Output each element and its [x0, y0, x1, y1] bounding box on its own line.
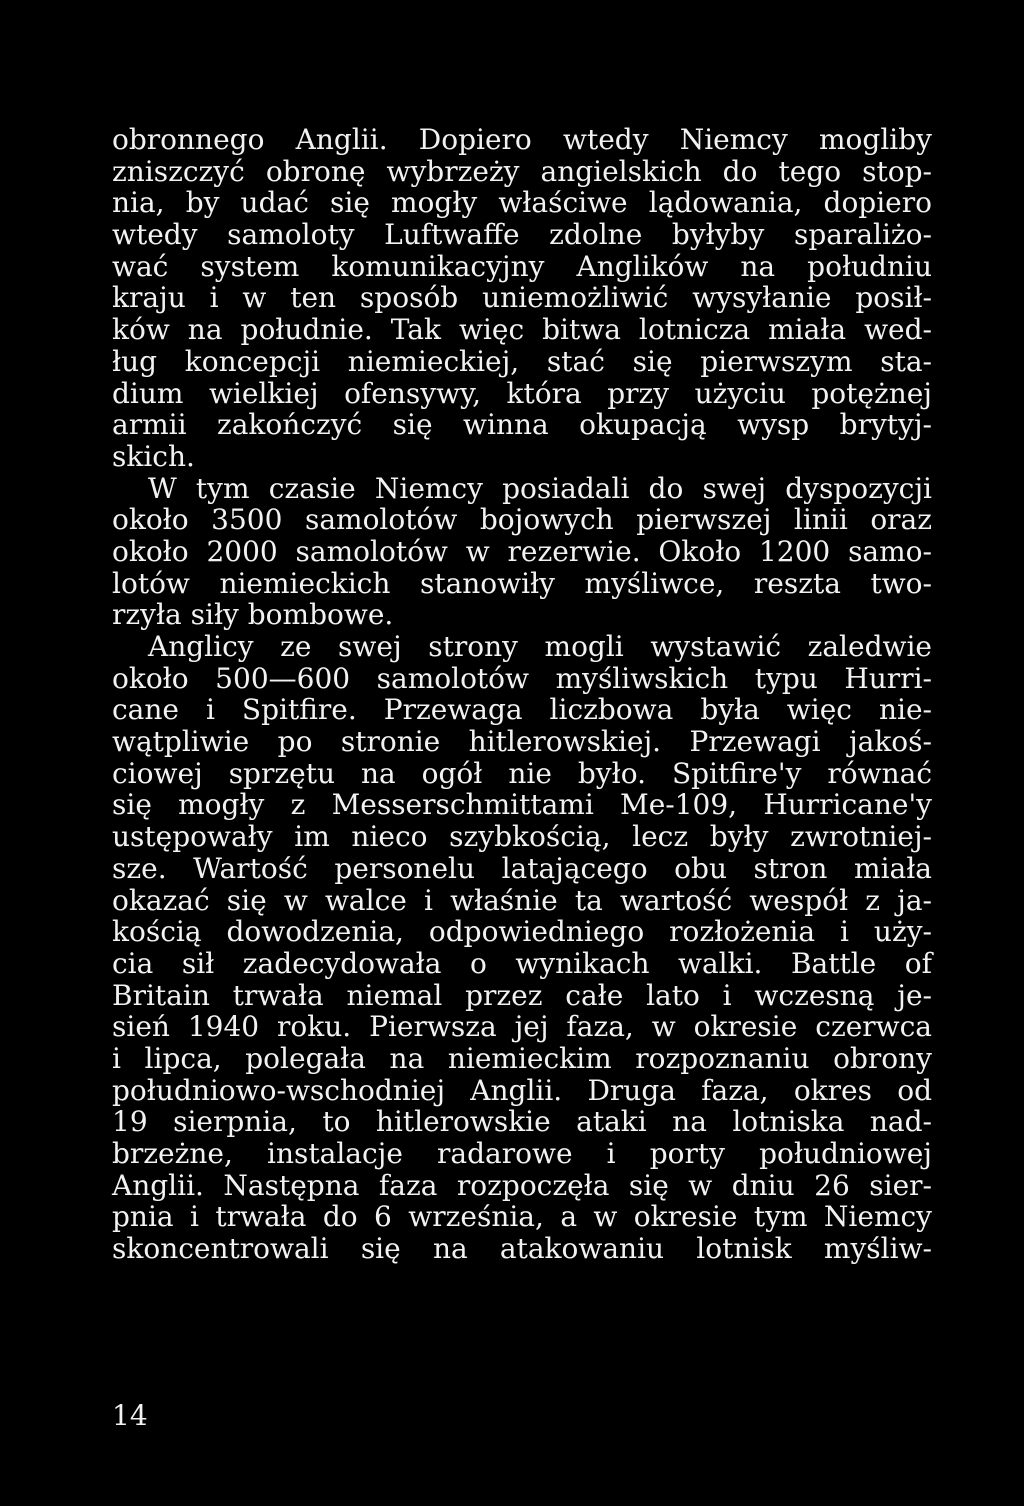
text-line: południowo-wschodniej Anglii. Druga faza, okres od: [112, 1073, 932, 1107]
text-line: okazać się w walce i właśnie ta wartość wespół z ja-: [112, 883, 932, 917]
text-line: brzeżne, instalacje radarowe i porty południowej: [112, 1137, 932, 1170]
page-number: 14: [112, 1399, 148, 1432]
text-line: rzyła siły bombowe.: [112, 598, 394, 632]
text-line: dium wielkiej ofensywy, która przy użyciu potężnej: [112, 376, 932, 410]
text-line: pnia i trwała do 6 września, a w okresie tym Niemcy: [112, 1200, 932, 1234]
text-line: ciowej sprzętu na ogół nie było. Spitfire'y równać: [112, 756, 932, 790]
text-line: ków na południe. Tak więc bitwa lotnicza miała wed-: [112, 313, 932, 347]
text-line: armii zakończyć się winna okupacją wysp brytyj-: [112, 408, 932, 442]
text-line: skoncentrowali się na atakowaniu lotnisk myśliw-: [112, 1232, 932, 1266]
paragraph-3: [112, 631, 932, 1265]
text-line: wać system komunikacyjny Anglików na południu: [112, 249, 932, 283]
text-line: około 3500 samolotów bojowych pierwszej linii oraz: [112, 503, 932, 537]
paragraph-1: [112, 124, 932, 473]
text-line: lotów niemieckich stanowiły myśliwce, reszta two-: [112, 566, 932, 600]
text-line: Britain trwała niemal przez całe lato i wczesną je-: [112, 978, 932, 1012]
text-line: wątpliwie po stronie hitlerowskiej. Przewagi jakoś-: [112, 725, 932, 759]
text-line: i lipca, polegała na niemieckim rozpoznaniu obrony: [112, 1041, 932, 1075]
text-line: obronnego Anglii. Dopiero wtedy Niemcy mogliby: [112, 123, 932, 156]
text-line: zniszczyć obronę wybrzeży angielskich do tego stop-: [112, 154, 932, 188]
text-line: około 500—600 samolotów myśliwskich typu Hurri-: [112, 661, 932, 695]
text-line: Anglii. Następna faza rozpoczęła się w dniu 26 sier-: [112, 1168, 932, 1202]
paragraph-2: [112, 473, 932, 631]
text-line: wtedy samoloty Luftwaffe zdolne byłyby sparaliżo-: [112, 218, 932, 252]
text-line: nia, by udać się mogły właściwe lądowania, dopiero: [112, 186, 932, 220]
text-line: ustępowały im nieco szybkością, lecz były zwrotniej-: [112, 820, 932, 854]
text-line: Anglicy ze swej strony mogli wystawić zaledwie: [148, 630, 932, 663]
text-line: cane i Spitfire. Przewaga liczbowa była więc nie-: [112, 693, 932, 727]
text-line: kością dowodzenia, odpowiedniego rozłożenia i uży-: [112, 915, 932, 949]
text-line: ług koncepcji niemieckiej, stać się pierwszym sta-: [112, 344, 932, 378]
text-line: skich.: [112, 439, 195, 473]
text-line: około 2000 samolotów w rezerwie. Około 1200 samo-: [112, 534, 932, 568]
text-line: sze. Wartość personelu latającego obu stron miała: [112, 851, 932, 885]
text-line: W tym czasie Niemcy posiadali do swej dyspozycji: [148, 471, 932, 505]
text-line: 19 sierpnia, to hitlerowskie ataki na lotniska nad-: [112, 1105, 932, 1139]
text-line: się mogły z Messerschmittami Me-109, Hurricane'y: [112, 788, 932, 822]
text-line: sień 1940 roku. Pierwsza jej faza, w okresie czerwca: [112, 1010, 932, 1044]
text-line: kraju i w ten sposób uniemożliwić wysyłanie posił-: [112, 281, 932, 315]
text-line: cia sił zadecydowała o wynikach walki. Battle of: [112, 946, 932, 980]
book-page-text: [112, 124, 932, 1265]
